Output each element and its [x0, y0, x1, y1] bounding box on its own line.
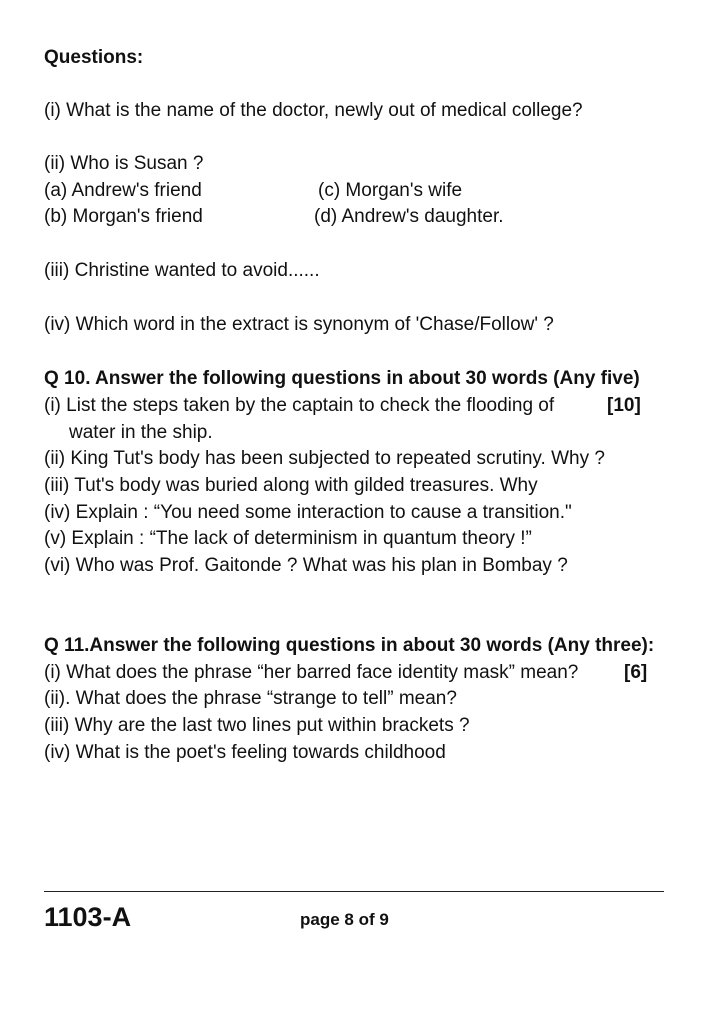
q10-item-vi: (vi) Who was Prof. Gaitonde ? What was his plan in Bombay ?: [44, 555, 568, 576]
q11-item-iii: (iii) Why are the last two lines put within brackets ?: [44, 715, 470, 736]
q9-option-c: (c) Morgan's wife: [318, 180, 463, 201]
q11-marks: [6]: [624, 662, 648, 683]
q9-option-a: (a) Andrew's friend: [44, 180, 202, 201]
q10-marks: [10]: [607, 395, 641, 416]
footer-page-number: page 8 of 9: [300, 910, 389, 929]
q9-item-ii: (ii) Who is Susan ?: [44, 153, 204, 174]
q11-item-iv: (iv) What is the poet's feeling towards childhood: [44, 742, 446, 763]
questions-title: Questions:: [44, 47, 144, 68]
q9-item-iii: (iii) Christine wanted to avoid......: [44, 260, 320, 281]
footer-paper-code: 1103-A: [44, 902, 132, 932]
footer-divider: [44, 891, 664, 892]
q9-item-i: (i) What is the name of the doctor, newly out of medical college?: [44, 100, 583, 121]
q9-item-iv: (iv) Which word in the extract is synonym of 'Chase/Follow' ?: [44, 314, 554, 335]
q10-item-iv: (iv) Explain : “You need some interaction to cause a transition.": [44, 502, 572, 523]
q10-item-i-line2: water in the ship.: [69, 422, 213, 443]
q10-item-ii: (ii) King Tut's body has been subjected to repeated scrutiny. Why ?: [44, 448, 605, 469]
q10-item-v: (v) Explain : “The lack of determinism in quantum theory !”: [44, 528, 532, 549]
q11-item-ii: (ii). What does the phrase “strange to tell” mean?: [44, 688, 457, 709]
q10-item-i-line1: (i) List the steps taken by the captain to check the flooding of: [44, 395, 555, 416]
q10-heading: Q 10. Answer the following questions in about 30 words (Any five): [44, 368, 640, 389]
q9-option-d: (d) Andrew's daughter.: [314, 206, 504, 227]
q11-heading: Q 11.Answer the following questions in about 30 words (Any three):: [44, 635, 655, 656]
q9-option-b: (b) Morgan's friend: [44, 206, 203, 227]
q11-item-i: (i) What does the phrase “her barred face identity mask” mean?: [44, 662, 579, 683]
q10-item-iii: (iii) Tut's body was buried along with gilded treasures. Why: [44, 475, 538, 496]
